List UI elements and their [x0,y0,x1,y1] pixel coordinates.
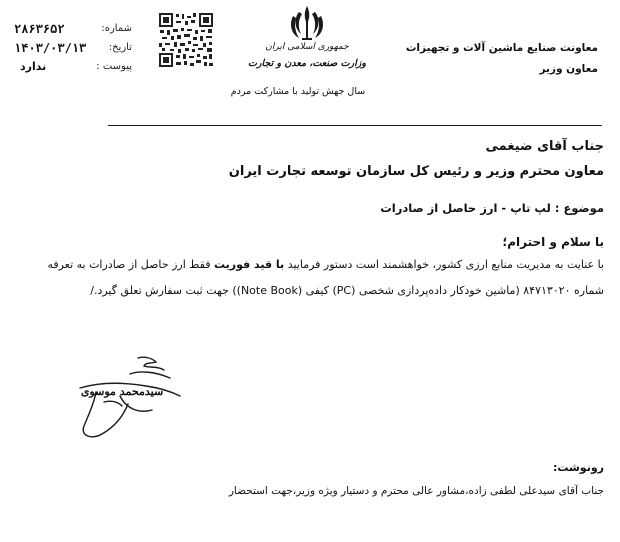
republic-title: جمهوری اسلامی ایران [265,42,349,52]
letter-subject: موضوع : لپ تاپ - ارز حاصل از صادرات [380,201,604,215]
body-line-2: شماره ۸۴۷۱۳۰۲۰ (ماشین خودکار داده‌پردازی شخصی (PC) کیفی (Note Book)) جهت ثبت سفارش تعلق گیرد./ [90,284,604,297]
signatory-name: سیدمحمد موسوی [80,385,164,398]
year-slogan: سال جهش تولید با مشارکت مردم [230,86,366,97]
letter-attachment-row [14,60,132,78]
letter-date-label: تاریخ: [108,42,132,53]
letter-number-value: ۲۸۶۳۶۵۲ [14,22,65,36]
handwritten-signature [60,352,190,444]
letter-date-row [14,41,132,59]
recipient-name: جناب آقای ضیغمی [485,139,604,154]
emblem-logo [289,4,325,42]
body-line-1 [48,258,604,271]
office-title: معاونت صنایع ماشین آلات و تجهیزات [405,42,598,54]
greeting: با سلام و احترام؛ [502,235,604,249]
office-subtitle: معاون وزیر [539,63,598,75]
header-divider [108,125,602,126]
body-line-1-text-b: فقط ارز حاصل از صادرات به تعرفه [47,258,215,271]
body-line-1-text-a: با عنایت به مدیریت منابع ارزی کشور، خواهشمند است دستور فرمایید [284,258,604,271]
cc-line: جناب آقای سیدعلی لطفی زاده،مشاور عالی محترم و دستیار ویژه وزیر،جهت استحضار [228,485,604,497]
letter-number-label: شماره: [101,23,132,34]
ministry-title: وزارت صنعت، معدن و تجارت [248,58,366,69]
qr-code [158,12,214,68]
letter-number-row [14,22,132,40]
letter-attachment-label: پیوست : [96,61,132,72]
letter-date-value: ۱۴۰۳/۰۳/۱۳ [14,41,87,55]
recipient-title: معاون محترم وزیر و رئیس کل سازمان توسعه تجارت ایران [228,164,604,179]
cc-label: رونوشت: [552,461,604,474]
body-line-1-emphasis: با قید فوریت [214,258,285,271]
letter-attachment-value: ندارد [20,60,47,73]
